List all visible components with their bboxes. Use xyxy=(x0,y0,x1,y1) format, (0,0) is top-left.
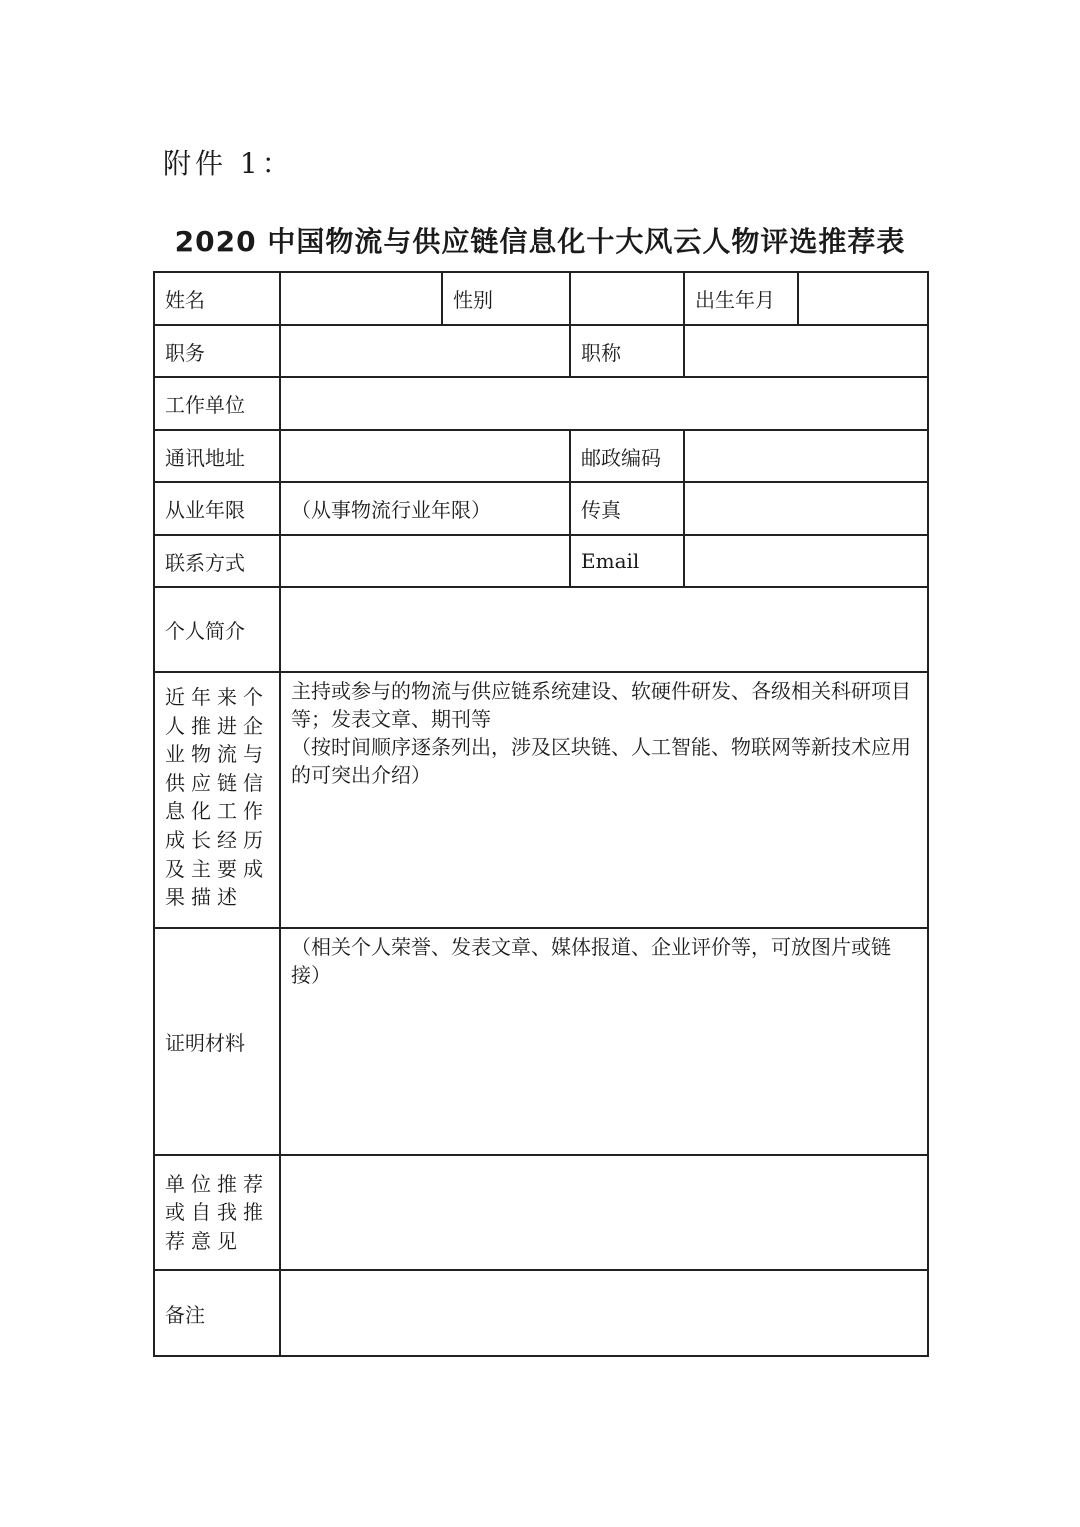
years-label: 从业年限 xyxy=(154,482,280,535)
email-label: Email xyxy=(570,535,684,587)
experience-hint-1: 主持或参与的物流与供应链系统建设、软硬件研发、各级相关科研项目等；发表文章、期刊等 xyxy=(291,679,911,731)
bio-field[interactable] xyxy=(280,587,928,672)
postcode-label: 邮政编码 xyxy=(570,430,684,482)
proof-hint: （相关个人荣誉、发表文章、媒体报道、企业评价等，可放图片或链接） xyxy=(291,935,891,987)
experience-label: 近年来个人推进企业物流与供应链信息化工作成长经历及主要成果描述 xyxy=(154,672,280,928)
proof-label: 证明材料 xyxy=(154,928,280,1155)
years-field[interactable]: （从事物流行业年限） xyxy=(280,482,570,535)
proof-field[interactable] xyxy=(280,928,928,1155)
remarks-field[interactable] xyxy=(280,1270,928,1356)
contact-field[interactable] xyxy=(280,535,570,587)
email-field[interactable] xyxy=(684,535,928,587)
recommend-field[interactable] xyxy=(280,1155,928,1270)
gender-label: 性别 xyxy=(442,272,570,325)
remarks-label: 备注 xyxy=(154,1270,280,1356)
title-field[interactable] xyxy=(684,325,928,377)
name-field[interactable] xyxy=(280,272,442,325)
fax-label: 传真 xyxy=(570,482,684,535)
birth-label: 出生年月 xyxy=(684,272,798,325)
bio-label: 个人简介 xyxy=(154,587,280,672)
birth-field[interactable] xyxy=(798,272,928,325)
position-field[interactable] xyxy=(280,325,570,377)
title-label: 职称 xyxy=(570,325,684,377)
employer-field[interactable] xyxy=(280,377,928,430)
attachment-label: 附件 1： xyxy=(163,147,294,180)
page-title: 2020 中国物流与供应链信息化十大风云人物评选推荐表 xyxy=(174,225,906,258)
address-field[interactable] xyxy=(280,430,570,482)
position-label: 职务 xyxy=(154,325,280,377)
postcode-field[interactable] xyxy=(684,430,928,482)
name-label: 姓名 xyxy=(154,272,280,325)
fax-field[interactable] xyxy=(684,482,928,535)
recommendation-form xyxy=(153,271,929,1357)
address-label: 通讯地址 xyxy=(154,430,280,482)
gender-field[interactable] xyxy=(570,272,684,325)
recommend-label: 单位推荐或自我推荐意见 xyxy=(154,1155,280,1270)
employer-label: 工作单位 xyxy=(154,377,280,430)
experience-hint-2: （按时间顺序逐条列出，涉及区块链、人工智能、物联网等新技术应用的可突出介绍） xyxy=(291,735,911,787)
contact-label: 联系方式 xyxy=(154,535,280,587)
experience-field[interactable] xyxy=(280,672,928,928)
